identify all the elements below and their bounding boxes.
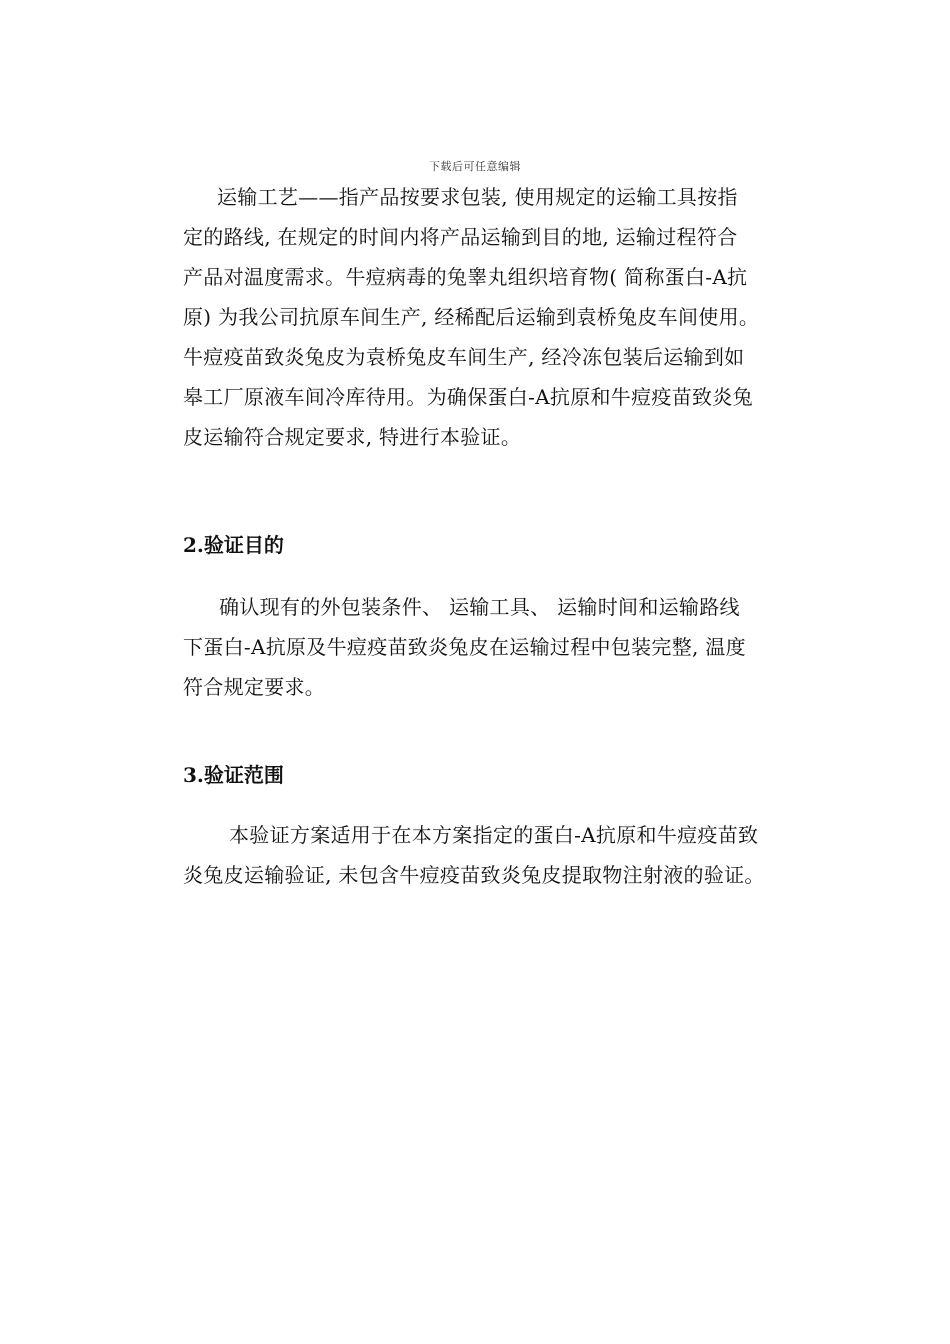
scope-line: 炎兔皮运输验证, 未包含牛痘疫苗致炎兔皮提取物注射液的验证。 (183, 863, 765, 887)
intro-line: 牛痘疫苗致炎兔皮为袁桥兔皮车间生产, 经冷冻包装后运输到如 (183, 345, 745, 369)
intro-line: 产品对温度需求。牛痘病毒的兔睾丸组织培育物( 简称蛋白-A抗 (183, 265, 748, 289)
section-heading-purpose: 2.验证目的 (183, 533, 284, 557)
purpose-line: 确认现有的外包装条件、 运输工具、 运输时间和运输路线 (219, 595, 740, 619)
intro-line: 皋工厂原液车间冷库待用。为确保蛋白-A抗原和牛痘疫苗致炎兔 (183, 385, 753, 409)
section-heading-scope: 3.验证范围 (183, 763, 284, 787)
purpose-line: 下蛋白-A抗原及牛痘疫苗致炎兔皮在运输过程中包装完整, 温度 (183, 635, 746, 659)
intro-line: 皮运输符合规定要求, 特进行本验证。 (183, 425, 522, 449)
page-header: 下载后可任意编辑 (429, 160, 521, 173)
scope-line: 本验证方案适用于在本方案指定的蛋白-A抗原和牛痘疫苗致 (229, 823, 759, 847)
purpose-line: 符合规定要求。 (183, 675, 326, 699)
intro-line: 原) 为我公司抗原车间生产, 经稀配后运输到袁桥兔皮车间使用。 (183, 305, 760, 329)
intro-line: 定的路线, 在规定的时间内将产品运输到目的地, 运输过程符合 (183, 225, 738, 249)
intro-line: 运输工艺——指产品按要求包装, 使用规定的运输工具按指 (217, 185, 738, 209)
